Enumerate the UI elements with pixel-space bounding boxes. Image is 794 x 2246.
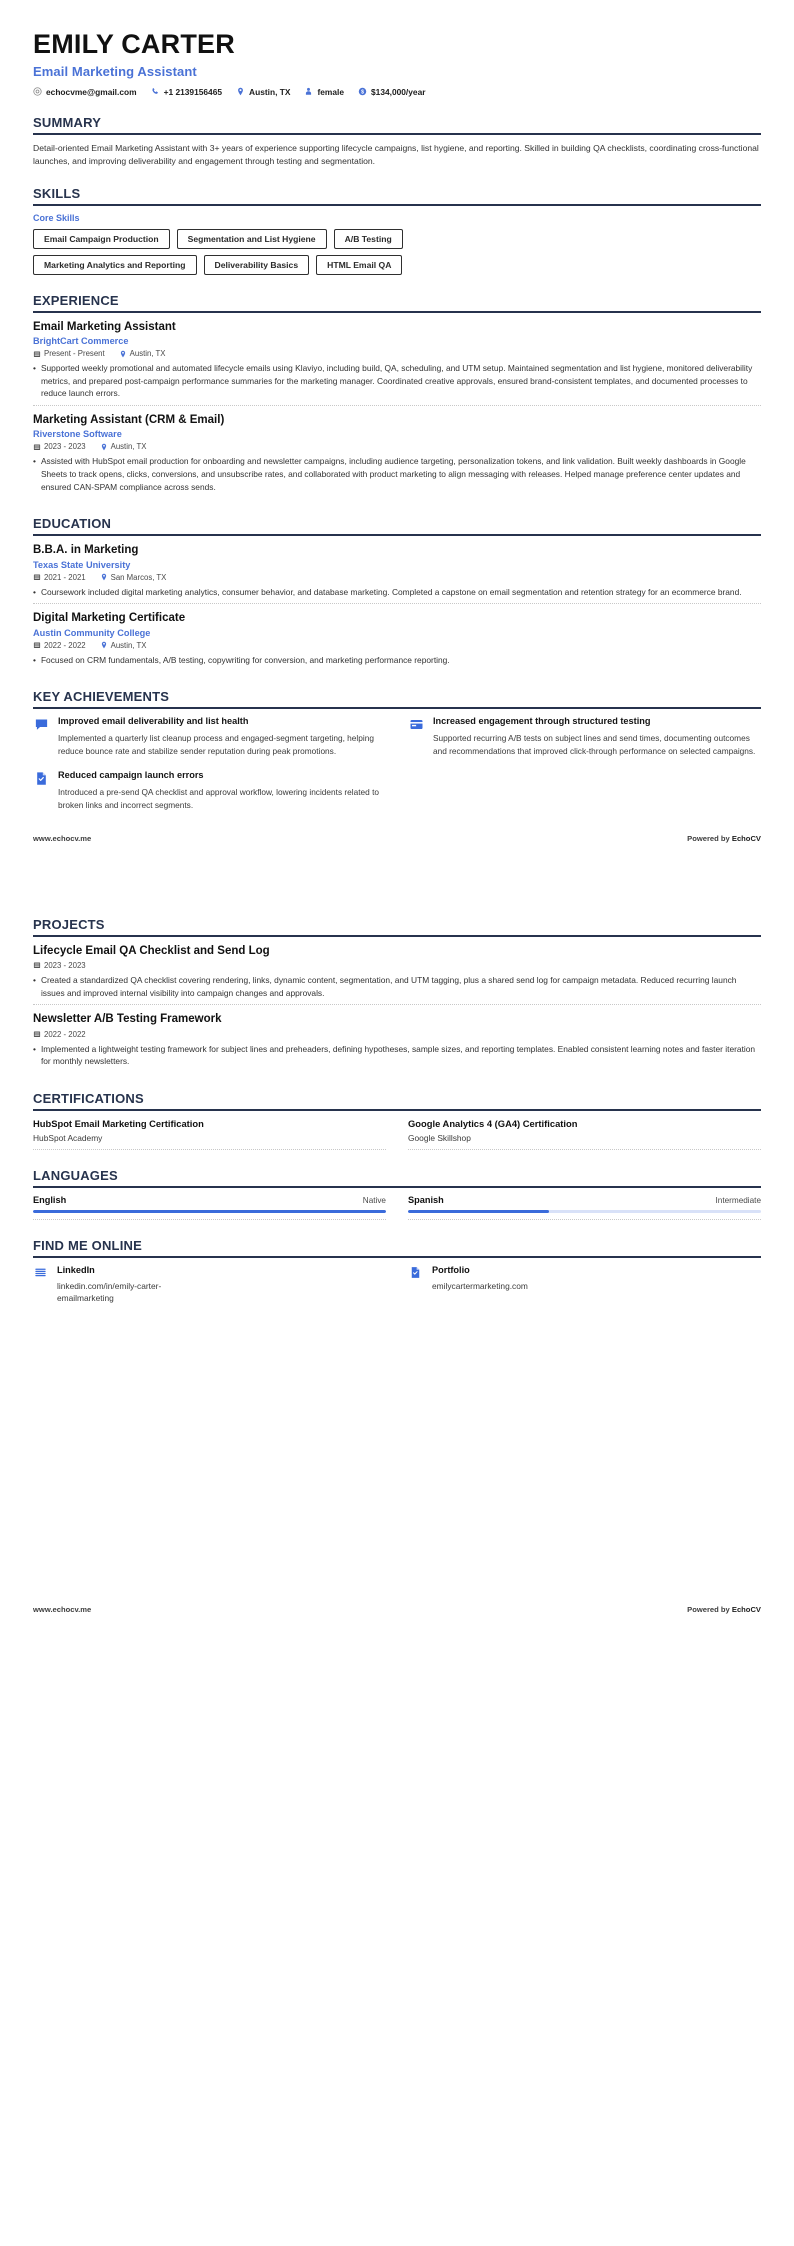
entry-meta	[33, 641, 761, 650]
bullet-item	[33, 974, 761, 999]
language-progress-bar	[408, 1210, 761, 1214]
bullet-dot: •	[33, 654, 36, 665]
entry-title: Marketing Assistant (CRM & Email)	[33, 414, 225, 427]
resume-page-2	[0, 889, 794, 1628]
section-achievements	[33, 689, 761, 811]
section-summary	[33, 115, 761, 168]
calendar-icon	[33, 350, 41, 358]
bullet-text: Supported weekly promotional and automated lifecycle emails using Klaviyo, including build, QA, scheduling, and UTM setup. Maintained segmentation and list hygiene, monitored deliverability metrics, and prepared post-campaign performance summaries for the marketing manager. Coordinated creative approvals, ensured brand-consistent templates, and documented processes to reduce launch errors.	[40, 363, 753, 399]
contact-gender-value: female	[317, 86, 344, 97]
achievement-title: Reduced campaign launch errors	[58, 769, 204, 780]
bullet-dot: •	[33, 586, 36, 597]
section-education	[33, 516, 761, 671]
location-icon	[100, 573, 108, 581]
contact-location-value: Austin, TX	[249, 86, 291, 97]
language-progress-fill	[33, 1210, 386, 1214]
divider	[33, 1256, 761, 1258]
svg-text:$: $	[361, 89, 364, 96]
bullet-text: Implemented a lightweight testing framework for subject lines and preheaders, defining hypotheses, sample sizes, and reporting templates. Enabled consistent learning notes and faster iteration for monthly newsletters.	[40, 1043, 756, 1067]
email-icon	[33, 87, 42, 96]
footer-site[interactable]: www.echocv.me	[33, 833, 92, 843]
skill-pill: Marketing Analytics and Reporting	[33, 255, 197, 275]
entry-bullets	[33, 654, 761, 667]
achievements-grid	[33, 716, 761, 811]
project-entry	[33, 944, 761, 1005]
links-heading: FIND ME ONLINE	[33, 1238, 142, 1254]
link-label: LinkedIn	[57, 1265, 95, 1276]
divider	[408, 1219, 761, 1220]
divider	[33, 311, 761, 313]
bullet-dot: •	[33, 363, 36, 374]
contact-location	[236, 87, 290, 97]
entry-title: Lifecycle Email QA Checklist and Send Log	[33, 944, 270, 957]
achievement-desc: Implemented a quarterly list cleanup process and engaged-segment targeting, helping reduce bounce rate and stabilize sender reputation during peak promotions.	[58, 733, 374, 756]
skill-pill: A/B Testing	[334, 229, 403, 249]
language-level: Intermediate	[715, 1195, 761, 1205]
entry-dates-value: Present - Present	[44, 349, 105, 359]
entry-dates-value: 2022 - 2022	[44, 1029, 86, 1039]
bullet-text: Coursework included digital marketing analytics, consumer behavior, and database marketing. Completed a capstone on email segmentation and retention strategy for an ecommerce brand.	[40, 586, 742, 597]
link-url[interactable]: emilycartermarketing.com	[432, 1281, 528, 1292]
entry-dates-value: 2023 - 2023	[44, 442, 86, 452]
location-icon	[236, 87, 245, 96]
entry-title: B.B.A. in Marketing	[33, 544, 139, 557]
entry-location-value: San Marcos, TX	[110, 572, 167, 582]
footer-site[interactable]: www.echocv.me	[33, 1604, 92, 1614]
page-whitespace	[33, 1305, 761, 1605]
certifications-grid	[33, 1118, 761, 1150]
bullet-dot: •	[33, 974, 36, 985]
bullet-text: Focused on CRM fundamentals, A/B testing, copywriting for conversion, and marketing performance reporting.	[40, 654, 450, 665]
skills-group-label: Core Skills	[33, 212, 80, 223]
link-item-linkedin[interactable]	[33, 1265, 386, 1304]
portfolio-icon	[408, 1266, 422, 1280]
footer-powered-label: Powered by	[687, 1604, 732, 1614]
education-entry	[33, 543, 761, 603]
entry-location	[119, 349, 166, 358]
achievement-desc: Supported recurring A/B tests on subject lines and send times, documenting outcomes and recommendations that improved click-through performance on selected campaigns.	[433, 733, 756, 756]
entry-location-value: Austin, TX	[110, 442, 147, 452]
entry-org: Riverstone Software	[33, 429, 122, 440]
card-icon	[408, 717, 424, 733]
footer-brand-name: EchoCV	[731, 833, 761, 843]
entry-meta	[33, 1030, 761, 1039]
bullet-item	[33, 1043, 761, 1068]
certifications-heading: CERTIFICATIONS	[33, 1090, 144, 1106]
entry-location-value: Austin, TX	[110, 640, 147, 650]
page-footer	[0, 834, 794, 843]
divider	[33, 534, 761, 536]
contact-gender	[304, 87, 344, 97]
project-entry	[33, 1004, 761, 1073]
job-title: Email Marketing Assistant	[33, 63, 197, 79]
bullet-item	[33, 654, 761, 667]
contact-salary-value: $134,000/year	[371, 86, 426, 97]
location-icon	[100, 443, 108, 451]
footer-brand	[687, 834, 761, 843]
entry-location	[100, 442, 147, 451]
salary-icon	[358, 87, 367, 96]
page-title: EMILY CARTER	[33, 29, 235, 59]
bullet-text: Created a standardized QA checklist covering rendering, links, dynamic content, segmentation, and UTM tagging, plus a shared send log for campaign metadata. Reduced recurring launch issues and improved internal visibility into campaign changes and approvals.	[40, 974, 737, 998]
contact-phone-value: +1 2139156465	[163, 86, 223, 97]
projects-heading: PROJECTS	[33, 916, 105, 932]
certification-name: HubSpot Email Marketing Certification	[33, 1117, 204, 1129]
education-heading: EDUCATION	[33, 516, 112, 532]
contact-salary	[358, 87, 426, 97]
entry-meta	[33, 442, 761, 451]
certification-issuer: HubSpot Academy	[33, 1133, 386, 1150]
entry-location	[100, 573, 167, 582]
entry-bullets	[33, 1043, 761, 1068]
contact-row	[33, 87, 761, 97]
location-icon	[100, 641, 108, 649]
section-links	[33, 1238, 761, 1304]
bullet-item	[33, 362, 761, 400]
entry-dates	[33, 442, 86, 451]
divider	[33, 1219, 386, 1220]
language-progress-bar	[33, 1210, 386, 1214]
language-progress-fill	[408, 1210, 549, 1214]
calendar-icon	[33, 443, 41, 451]
entry-dates-value: 2021 - 2021	[44, 572, 86, 582]
language-name: English	[33, 1194, 67, 1205]
footer-brand	[687, 1605, 761, 1614]
entry-bullets	[33, 586, 761, 599]
contact-phone[interactable]	[151, 87, 222, 97]
divider	[33, 1186, 761, 1188]
entry-dates	[33, 573, 86, 582]
entry-org: Austin Community College	[33, 627, 151, 638]
entry-location-value: Austin, TX	[129, 349, 166, 359]
contact-email[interactable]	[33, 87, 137, 97]
bullet-text: Assisted with HubSpot email production for onboarding and newsletter campaigns, including audience targeting, personalization tokens, and link validation. Built weekly dashboards in Google Sheets to track opens, clicks, conversions, and unsubscribe rates, and collaborated with product marketing to align messaging with releases. Helped manage preference center updates and ensured CAN-SPAM compliance across sends.	[40, 456, 746, 492]
entry-bullets	[33, 974, 761, 999]
skill-pill: HTML Email QA	[316, 255, 402, 275]
entry-dates	[33, 349, 105, 358]
page-break	[0, 843, 794, 889]
divider	[33, 707, 761, 709]
achievement-title: Improved email deliverability and list health	[58, 716, 249, 727]
achievements-heading: KEY ACHIEVEMENTS	[33, 689, 170, 705]
achievement-desc: Introduced a pre-send QA checklist and approval workflow, lowering incidents related to broken links and incorrect segments.	[58, 786, 379, 810]
bullet-item	[33, 586, 761, 599]
experience-heading: EXPERIENCE	[33, 292, 119, 308]
footer-powered-label: Powered by	[687, 833, 732, 843]
divider	[33, 133, 761, 135]
certification-name: Google Analytics 4 (GA4) Certification	[408, 1117, 578, 1129]
language-level: Native	[362, 1195, 386, 1205]
achievement-item	[33, 716, 386, 758]
bullet-dot: •	[33, 1043, 36, 1054]
entry-dates-value: 2023 - 2023	[44, 960, 86, 970]
resume-page-1	[0, 0, 794, 843]
certification-item	[408, 1118, 761, 1150]
achievement-item	[33, 770, 386, 812]
divider	[33, 935, 761, 937]
skills-row	[33, 255, 761, 275]
skill-pill: Email Campaign Production	[33, 229, 170, 249]
achievement-title: Increased engagement through structured testing	[433, 716, 651, 727]
section-certifications	[33, 1091, 761, 1150]
bullet-item	[33, 455, 761, 493]
page-footer	[0, 1605, 794, 1628]
linkedin-icon	[33, 1266, 47, 1280]
languages-grid	[33, 1195, 761, 1221]
entry-org: BrightCart Commerce	[33, 336, 129, 347]
entry-org: Texas State University	[33, 559, 131, 570]
entry-title: Digital Marketing Certificate	[33, 612, 186, 625]
divider	[33, 1109, 761, 1111]
bullet-dot: •	[33, 456, 36, 467]
entry-title: Newsletter A/B Testing Framework	[33, 1013, 222, 1026]
chat-bubble-icon	[33, 717, 49, 733]
calendar-icon	[33, 1030, 41, 1038]
education-entry	[33, 603, 761, 671]
entry-dates-value: 2022 - 2022	[44, 640, 86, 650]
skill-pill: Segmentation and List Hygiene	[177, 229, 327, 249]
section-experience	[33, 293, 761, 498]
links-grid	[33, 1265, 761, 1304]
skills-row	[33, 229, 761, 249]
phone-icon	[151, 87, 160, 96]
entry-dates	[33, 641, 86, 650]
entry-meta	[33, 961, 761, 970]
language-name: Spanish	[408, 1194, 444, 1205]
entry-location	[100, 641, 147, 650]
entry-meta	[33, 573, 761, 582]
contact-email-value: echocvme@gmail.com	[46, 86, 137, 97]
skill-pill: Deliverability Basics	[204, 255, 310, 275]
person-icon	[304, 87, 313, 96]
experience-entry	[33, 405, 761, 498]
entry-meta	[33, 349, 761, 358]
location-icon	[119, 350, 127, 358]
summary-heading: SUMMARY	[33, 114, 102, 130]
certification-issuer: Google Skillshop	[408, 1133, 761, 1150]
resume-header	[33, 30, 761, 97]
calendar-icon	[33, 961, 41, 969]
language-item	[33, 1195, 386, 1221]
experience-entry	[33, 320, 761, 405]
summary-text: Detail-oriented Email Marketing Assistant with 3+ years of experience supporting lifecycle campaigns, list hygiene, and reporting. Skilled in building QA checklists, coordinating cross-functional launches, and improving deliverability and engagement through testing and segmentation.	[33, 142, 759, 166]
document-check-icon	[33, 771, 49, 787]
language-item	[408, 1195, 761, 1221]
skills-heading: SKILLS	[33, 185, 81, 201]
calendar-icon	[33, 573, 41, 581]
section-languages	[33, 1168, 761, 1221]
link-item-portfolio[interactable]	[408, 1265, 761, 1304]
section-projects	[33, 917, 761, 1073]
calendar-icon	[33, 641, 41, 649]
certification-item	[33, 1118, 386, 1150]
footer-brand-name: EchoCV	[731, 1604, 761, 1614]
entry-title: Email Marketing Assistant	[33, 320, 176, 333]
link-url[interactable]: linkedin.com/in/emily-carter-emailmarketing	[57, 1281, 162, 1304]
link-label: Portfolio	[432, 1265, 470, 1276]
entry-bullets	[33, 362, 761, 400]
entry-dates	[33, 1030, 86, 1039]
achievement-item	[408, 716, 761, 758]
entry-bullets	[33, 455, 761, 493]
languages-heading: LANGUAGES	[33, 1167, 118, 1183]
section-skills	[33, 186, 761, 275]
divider	[33, 204, 761, 206]
entry-dates	[33, 961, 86, 970]
